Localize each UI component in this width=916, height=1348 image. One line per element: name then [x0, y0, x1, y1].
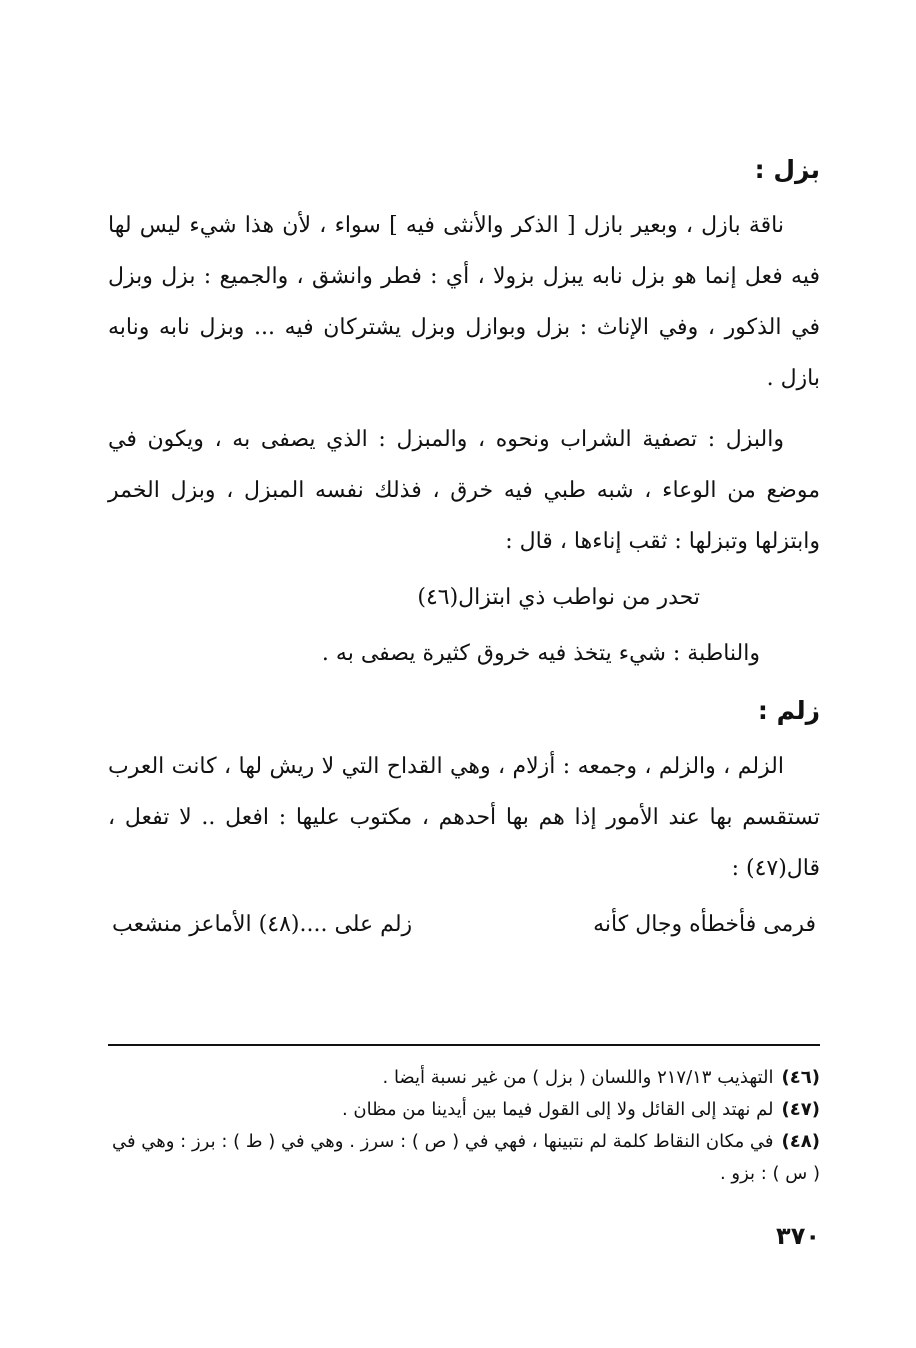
definition-note: والناطبة : شيء يتخذ فيه خروق كثيرة يصفى به .: [321, 641, 760, 666]
footnote-number: (٤٦): [781, 1067, 820, 1088]
verse-second-hemistich: زلم على ....(٤٨) الأماعز منشعب: [112, 912, 413, 937]
page-number: ٣٧٠: [776, 1222, 820, 1250]
verse-first-hemistich: فرمى فأخطأه وجال كأنه: [593, 912, 816, 937]
entry-paragraph-bazl-2: والبزل : تصفية الشراب ونحوه ، والمبزل : الذي يصفى به ، ويكون في موضع من الوعاء ، شبه طبي فيه خرق ، فذلك نفسه المبزل ، وبزل الخمر وابتزلها وتبزلها : ثقب إناءها ، قال :: [108, 427, 820, 554]
poetry-verse: [108, 900, 820, 950]
footnote-text: في مكان النقاط كلمة لم نتبينها ، فهي في ( ص ) : سرز . وهي في ( ط ) : برز : وهي في ( س ) : بزو .: [111, 1131, 820, 1184]
footnote-divider: [108, 1044, 820, 1046]
entry-paragraph-zalam-1: الزلم ، والزلم ، وجمعه : أزلام ، وهي القداح التي لا ريش لها ، كانت العرب تستقسم بها عند الأمور إذا هم بها أحدهم ، مكتوب عليها : افعل .. لا تفعل ، قال(٤٧) :: [108, 754, 820, 881]
footnotes: [108, 1062, 820, 1190]
page-body: [108, 150, 820, 950]
footnote-text: التهذيب ٢١٧/١٣ واللسان ( بزل ) من غير نسبة أيضا .: [382, 1067, 774, 1088]
footnote-item: [108, 1094, 820, 1126]
footnote-text: لم نهتد إلى القائل ولا إلى القول فيما بين أيدينا من مظان .: [341, 1099, 774, 1120]
entry-heading-bazl: بزل :: [754, 155, 820, 184]
footnote-number: (٤٧): [781, 1099, 820, 1120]
footnote-number: (٤٨): [781, 1131, 820, 1152]
entry-paragraph-bazl-1: ناقة بازل ، وبعير بازل [ الذكر والأنثى فيه ] سواء ، لأن هذا شيء ليس لها فيه فعل إنما هو بزل نابه يبزل بزولا ، أي : فطر وانشق ، والجميع : بزل وبزل في الذكور ، وفي الإناث : بزل وبوازل وبزل يشتركان فيه ... وبزل نابه ونابه بازل .: [108, 213, 820, 391]
poetry-quote: تحدر من نواطب ذي ابتزال(٤٦): [417, 585, 700, 610]
footnote-item: [108, 1062, 820, 1094]
footnote-item: [108, 1126, 820, 1190]
entry-heading-zalam: زلم :: [757, 696, 820, 725]
